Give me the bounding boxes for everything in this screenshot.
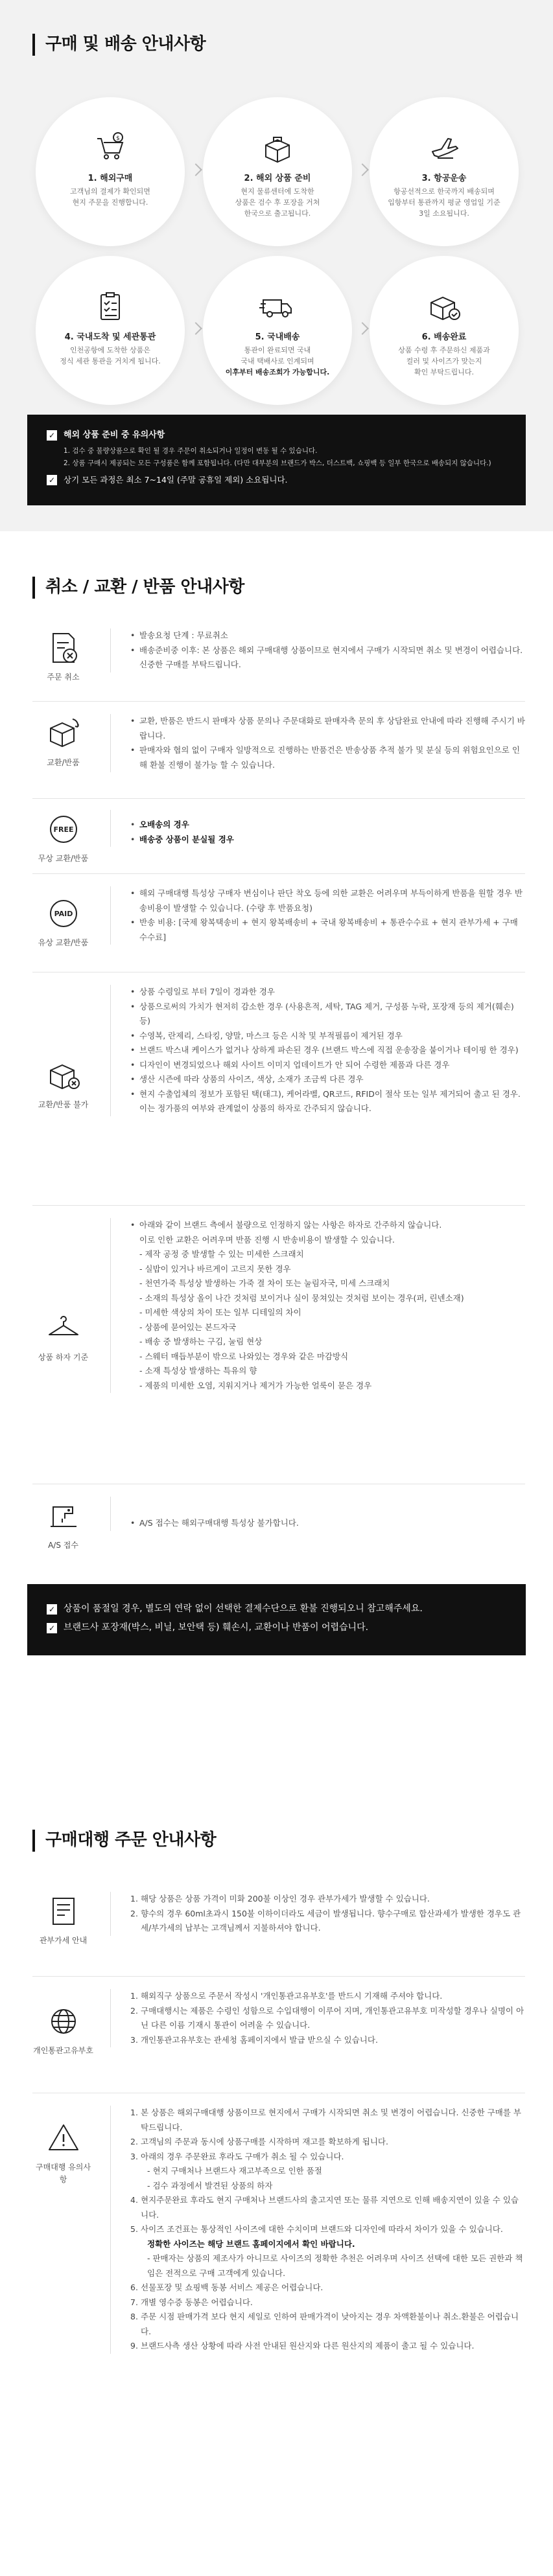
- step-delivery-complete: [370, 256, 519, 405]
- row-content: [110, 810, 525, 847]
- row-label: 무상 교환/반품: [38, 854, 89, 863]
- check-icon: ✓: [47, 430, 57, 441]
- list-item: [130, 1262, 525, 1277]
- item-text: A/S 접수는 해외구매대행 특성상 불가합니다.: [139, 1518, 299, 1528]
- divider: [32, 1205, 525, 1206]
- step-desc: [203, 186, 352, 219]
- purchase-shipping-section: [0, 0, 553, 531]
- chevron-right-icon: [189, 322, 202, 335]
- list-item: [130, 1291, 525, 1306]
- agency-row-cautions: [32, 2106, 525, 2507]
- check-icon: ✓: [47, 1604, 57, 1615]
- row-label-block: [32, 1497, 94, 1552]
- row-content: [110, 985, 525, 1116]
- divider: [32, 1976, 525, 1977]
- notice-head-text: 해외 상품 준비 중 유의사항: [64, 430, 165, 440]
- steps-row-1: [36, 97, 519, 246]
- truck-icon: [259, 288, 296, 325]
- policy-row-exchange-return: [32, 714, 525, 785]
- item-text: 고객님의 주문과 동시에 상품구매를 시작하며 재고를 확보하게 됩니다.: [141, 2137, 388, 2146]
- row-label: 유상 교환/반품: [38, 938, 89, 947]
- list-item: [130, 1000, 525, 1029]
- list-item: [130, 2310, 525, 2339]
- item-text: 판매자와 협의 없이 구매자 일방적으로 진행하는 반품건은 반송상품 추적 불가 및 분실 등의 위험요인으로 인해 환불 진행이 불가능 할 수 있습니다.: [139, 745, 520, 770]
- step-desc-line: 3일 소요됩니다.: [419, 209, 469, 218]
- item-text: 아래의 경우 주문완료 후라도 구매가 취소 될 수 있습니다.: [141, 2151, 344, 2161]
- check-icon: ✓: [47, 1623, 57, 1633]
- list-item: [130, 2004, 525, 2033]
- item-text: 향수의 경우 60ml초과시 150불 이하이더라도 세금이 발생됩니다. 향수구매로 합산과세가 발생한 경우도 관세/부가세의 납부는 고객님께서 지불하셔야 합니다.: [141, 1908, 521, 1933]
- list-item: [130, 1516, 525, 1531]
- step-title: 1. 해외구매: [88, 174, 133, 183]
- step-desc-line: 상품은 검수 후 포장을 거쳐: [235, 198, 320, 207]
- step-title: 4. 국내도착 및 세관통관: [64, 332, 156, 342]
- step-desc-line: 컬러 및 사이즈가 맞는지: [406, 356, 482, 365]
- row-label: 상품 하자 기준: [38, 1353, 89, 1362]
- step-desc-line: 확인 부탁드립니다.: [414, 367, 474, 376]
- list-item: [130, 743, 525, 772]
- row-content: [110, 886, 525, 945]
- list-item: [130, 1350, 525, 1364]
- list-item: [130, 2339, 525, 2354]
- list-item: [130, 1989, 525, 2004]
- step-desc-line: 인천공항에 도착한 상품은: [70, 345, 150, 354]
- list-item: [130, 915, 525, 945]
- list-item: [130, 2164, 525, 2179]
- item-text: 브랜드사측 생산 상황에 따라 사전 안내된 원산지와 다른 원산지의 제품이 출고 될 수 있습니다.: [141, 2341, 475, 2351]
- item-text: - 천연가죽 특성상 발생하는 가죽 결 차이 또는 눌림자국, 미세 스크래치: [139, 1278, 390, 1288]
- divider: [32, 701, 525, 702]
- item-text: 디자인이 변경되었으나 해외 사이트 이미지 업데이트가 안 되어 수령한 제품과 다른 경우: [139, 1059, 450, 1070]
- list-item: [130, 2295, 525, 2310]
- item-text: - 미세한 색상의 차이 또는 일부 디테일의 차이: [139, 1307, 301, 1317]
- list-item: [130, 643, 525, 673]
- item-text: 정확한 사이즈는 해당 브랜드 홈페이지에서 확인 바랍니다.: [147, 2238, 355, 2249]
- step-desc-line: 정식 세관 통관을 거치게 됩니다.: [60, 356, 161, 365]
- step-title: 2. 해외 상품 준비: [244, 174, 311, 183]
- list-item: [130, 1892, 525, 1907]
- step-desc-line: 고객님의 결제가 확인되면: [70, 187, 150, 196]
- step-desc-line: 상품 수령 후 주문하신 제품과: [398, 345, 490, 354]
- cancel-exchange-return-section: [0, 531, 553, 1801]
- agency-row-customs-code: [32, 1989, 525, 2080]
- list-item: [130, 818, 525, 833]
- list-item: [130, 1907, 525, 1936]
- step-customs: [36, 256, 185, 405]
- clipboard-icon: [92, 288, 128, 325]
- divider: [32, 798, 525, 799]
- row-label-block: [32, 894, 94, 949]
- refund-notice-box: [27, 1584, 526, 1655]
- step-desc: [370, 186, 519, 219]
- chevron-right-icon: [189, 163, 202, 176]
- chevron-right-icon: [356, 322, 369, 335]
- list-item: [130, 1379, 525, 1394]
- step-desc-line: 항공선적으로 한국까지 배송되며: [394, 187, 495, 196]
- sewing-machine-icon: [44, 1497, 83, 1535]
- policy-row-paid: [32, 886, 525, 958]
- step-desc-line: 입항부터 통관까지 평균 영업일 기준: [388, 198, 500, 207]
- row-label: 교환/반품: [47, 758, 80, 767]
- row-label-block: [32, 2119, 94, 2186]
- item-text: 개인통관고유부호는 관세청 홈페이지에서 발급 받으실 수 있습니다.: [141, 2034, 378, 2045]
- item-text: 브랜드 박스내 케이스가 없거나 상하게 파손된 경우 (브랜드 박스에 직접 운송장을 붙이거나 테이핑 한 경우): [139, 1045, 519, 1055]
- item-text: 반송 비용: [국제 왕복택송비 + 현지 왕복배송비 + 국내 왕복배송비 + 통관수수료 + 현지 관부가세 + 구매 수수료]: [139, 917, 518, 942]
- list-item: [130, 2179, 525, 2194]
- item-text: 현지주문완료 후라도 현지 구매처나 브랜드사의 출고지연 또는 물류 지연으로 인해 배송지연이 있을 수 있습니다.: [141, 2195, 519, 2220]
- item-text: 현지 수출업체의 정보가 포함된 택(태그), 케어라벨, QR코드, RFID이 절삭 또는 일부 제거되어 출고 된 경우. 이는 정가품의 여부와 관계없이 상품의 하자로 간주되지 않습니다.: [139, 1088, 521, 1113]
- tax-doc-icon: [44, 1892, 83, 1931]
- list-item: [130, 1320, 525, 1335]
- item-text: 사이즈 조건표는 통상적인 사이즈에 대한 수치이며 브랜드와 디자인에 따라서 차이가 있을 수 있습니다.: [141, 2224, 503, 2234]
- item-text: 구매대행시는 제품은 수령인 성함으로 수입대행이 이루어 지며, 개인통관고유부호 미작성할 경우나 실명이 아닌 다른 이름 기재시 통관이 어려울 수 있습니다.: [141, 2005, 524, 2030]
- notice-line: [47, 1600, 506, 1618]
- step-desc: [36, 345, 185, 367]
- list-item: [130, 833, 525, 847]
- free-badge-icon: [44, 810, 83, 849]
- item-text: - 판매자는 상품의 제조사가 아니므로 사이즈의 정확한 추천은 어려우며 사이즈 선택에 대한 모든 권한과 책임은 전적으로 구매 고객에게 있습니다.: [147, 2253, 523, 2278]
- list-item: [130, 985, 525, 1000]
- divider: [32, 873, 525, 874]
- box-icon: [259, 130, 296, 166]
- step-desc-line: 현지 물류센터에 도착한: [241, 187, 314, 196]
- item-text: 주문 시점 판매가격 보다 현지 세일로 인하여 판매가격이 낮아지는 경우 차액환불이나 취소.환불은 어렵습니다.: [141, 2312, 519, 2336]
- item-text: - 실밥이 있거나 바르게이 고르지 못한 경우: [139, 1263, 291, 1274]
- item-text: - 상품에 묻어있는 본드자국: [139, 1322, 237, 1332]
- step-desc-line: 통관이 완료되면 국내: [244, 345, 311, 354]
- item-text: - 소재 특성상 발생하는 특유의 향: [139, 1366, 257, 1375]
- item-text: 선물포장 및 쇼핑백 동봉 서비스 제공은 어렵습니다.: [141, 2283, 324, 2292]
- item-text: 해외 구매대행 특성상 구매자 변심이나 판단 착오 등에 의한 교환은 어려우며 부득이하게 반품을 원할 경우 반송비용이 발생할 수 있습니다. (수량 후 반품요청): [139, 888, 523, 913]
- warning-icon: [44, 2119, 83, 2157]
- row-label: 구매대행 유의사항: [36, 2163, 91, 2185]
- policy-row-defect-criteria: [32, 1218, 525, 1464]
- list-item: [130, 714, 525, 743]
- step-desc-line: 현지 주문을 진행합니다.: [72, 198, 148, 207]
- section-title-purchase-agency: [0, 1827, 248, 1854]
- check-icon: ✓: [47, 475, 57, 485]
- item-text: 본 상품은 해외구매대행 상품이므로 현지에서 구매가 시작되면 취소 및 변경이 어렵습니다. 신중한 구매를 부탁드립니다.: [141, 2108, 521, 2132]
- step-air-transport: [370, 97, 519, 246]
- list-item: [130, 2281, 525, 2295]
- box-check-icon: [426, 288, 462, 325]
- svg-text:$: $: [116, 135, 120, 142]
- list-item: [130, 2222, 525, 2237]
- item-text: 아래와 같이 브랜드 측에서 불량으로 인정하지 않는 사항은 하자로 간주하지 않습니다.: [139, 1220, 442, 1230]
- section-title: 구매대행 주문 안내사항: [45, 1830, 217, 1850]
- list-item: [130, 1043, 525, 1058]
- box-exchange-icon: [44, 714, 83, 753]
- list-item: [130, 2033, 525, 2048]
- item-text: - 제품의 미세한 오염, 지워지거나 제거가 가능한 얼룩이 묻은 경우: [139, 1380, 372, 1390]
- item-text: - 배송 중 발생하는 구김, 눌림 현상: [139, 1337, 263, 1346]
- list-item: [130, 1335, 525, 1350]
- row-content: [110, 2106, 525, 2354]
- item-text: - 검수 과정에서 발견된 상품의 하자: [147, 2180, 273, 2191]
- item-text: 해외직구 상품으로 주문서 작성시 '개인통관고유부호'를 반드시 기재해 주셔야 합니다.: [141, 1991, 443, 2001]
- item-text: - 소재의 특성상 올이 나간 것처럼 보이거나 실이 뭉쳐있는 것처럼 보이는 경우(퍼, 린넨소재): [139, 1293, 464, 1303]
- list-item: [130, 2193, 525, 2222]
- list-item: [130, 1364, 525, 1379]
- list-item: [130, 2150, 525, 2165]
- section-title: 취소 / 교환 / 반품 안내사항: [45, 577, 244, 597]
- policy-row-as: [32, 1497, 525, 1555]
- purchase-agency-section: [0, 1801, 553, 2576]
- row-label-block: [32, 1309, 94, 1364]
- list-item: [130, 2106, 525, 2135]
- item-text: - 제작 공정 중 발생할 수 있는 미세한 스크래치: [139, 1249, 304, 1259]
- list-item: [130, 1305, 525, 1320]
- item-text: 생산 시즌에 따라 상품의 사이즈, 색상, 소재가 조금씩 다른 경우: [139, 1074, 364, 1084]
- step-overseas-purchase: [36, 97, 185, 246]
- title-bar: [32, 34, 35, 56]
- row-label: 교환/반품 불가: [38, 1100, 89, 1109]
- step-product-prep: [203, 97, 352, 246]
- section-title-cancel-exchange: [0, 574, 277, 601]
- step-desc: [370, 345, 519, 378]
- policy-row-not-allowed: [32, 985, 525, 1192]
- list-item: [130, 1072, 525, 1087]
- step-title: 3. 항공운송: [421, 174, 467, 183]
- row-content: [110, 1218, 525, 1393]
- policy-row-cancel: [32, 628, 525, 690]
- step-desc-line: 국내 택배사로 인계되며: [241, 356, 314, 365]
- list-item: [130, 1247, 525, 1262]
- globe-icon: [44, 2002, 83, 2041]
- list-item: [130, 1276, 525, 1291]
- item-text: 이로 인한 교환은 어려우며 반품 진행 시 반송비용이 발생할 수 있습니다.: [139, 1234, 395, 1245]
- list-item: [130, 1058, 525, 1073]
- steps-row-2: [36, 256, 519, 405]
- row-label-block: [32, 2002, 94, 2057]
- cancel-doc-icon: [44, 628, 83, 667]
- airplane-icon: [426, 130, 462, 166]
- title-bar: [32, 577, 35, 599]
- agency-row-tax: [32, 1892, 525, 1963]
- list-item: [130, 1029, 525, 1044]
- item-text: 배송준비중 이후: 본 상품은 해외 구매대행 상품이므로 현지에서 구매가 시작되면 취소 및 변경이 어렵습니다. 신중한 구매를 부탁드립니다.: [139, 645, 523, 669]
- hanger-icon: [44, 1309, 83, 1348]
- box-x-icon: [44, 1056, 83, 1095]
- item-text: 발송요청 단계 : 무료취소: [139, 630, 228, 640]
- row-content: [110, 1892, 525, 1936]
- notice-foot-text: 상기 모든 과정은 최소 7~14일 (주말 공휴일 제외) 소요됩니다.: [64, 474, 288, 485]
- item-text: 배송중 상품이 분실될 경우: [139, 834, 234, 844]
- row-label: 개인통관고유부호: [33, 2046, 93, 2055]
- row-label-block: [32, 714, 94, 769]
- notice-line: [47, 1618, 506, 1637]
- item-text: 해당 상품은 상품 가격이 미화 200불 이상인 경우 관부가세가 발생할 수 있습니다.: [141, 1894, 430, 1903]
- step-desc-line: 이후부터 배송조회가 가능합니다.: [225, 367, 330, 376]
- notice-line: 2. 상품 구매시 제공되는 모든 구성품은 함께 포함됩니다. (다만 대부분의 브랜드가 박스, 더스트백, 쇼핑백 등 일부 한국으로 배송되지 않습니다.): [64, 459, 491, 467]
- row-label: A/S 접수: [48, 1541, 78, 1550]
- item-text: - 스웨터 매듭부분이 밖으로 나와있는 경우와 같은 마감방식: [139, 1351, 349, 1361]
- step-desc-line: 한국으로 출고됩니다.: [244, 209, 311, 218]
- list-item: [130, 886, 525, 915]
- item-text: 상품으로써의 가치가 현저히 감소한 경우 (사용흔적, 세탁, TAG 제거, 구성품 누락, 포장재 등의 제거(훼손) 등): [139, 1001, 514, 1026]
- list-item: [130, 2237, 525, 2252]
- step-desc: [36, 186, 185, 208]
- item-text: - 현지 구매처나 브랜드사 재고부족으로 인한 품절: [147, 2166, 322, 2176]
- row-content: [110, 714, 525, 772]
- row-label: 관부가세 안내: [39, 1936, 88, 1945]
- row-content: [110, 628, 525, 673]
- cart-icon: [92, 130, 128, 166]
- step-title: 5. 국내배송: [255, 332, 300, 342]
- page-title: 구매 및 배송 안내사항: [45, 34, 206, 54]
- step-title: 6. 배송완료: [421, 332, 467, 342]
- item-text: 교환, 반품은 반드시 판매자 상품 문의나 주문대화로 판매자측 문의 후 상담완료 안내에 따라 진행해 주시기 바랍니다.: [139, 716, 525, 741]
- row-label-block: [32, 628, 94, 684]
- list-item: [130, 1233, 525, 1248]
- row-content: [110, 1497, 525, 1531]
- item-text: 상품 수령일로 부터 7일이 경과한 경우: [139, 987, 275, 996]
- paid-badge-icon: [44, 894, 83, 933]
- item-text: 개별 영수증 동봉은 어렵습니다.: [141, 2297, 253, 2307]
- notice-foot: [47, 474, 506, 487]
- notice-text: 상품이 품절일 경우, 별도의 연락 없이 선택한 결제수단으로 환불 진행되오니 참고해주세요.: [64, 1604, 423, 1614]
- list-item: [130, 2251, 525, 2281]
- row-label-block: [32, 1892, 94, 1947]
- notice-text: 브랜드사 포장재(박스, 비닐, 보안택 등) 훼손시, 교환이나 반품이 어렵습니다.: [64, 1622, 369, 1633]
- item-text: 수영복, 란제리, 스타킹, 양말, 마스크 등은 시착 및 부적필름이 제거된 경우: [139, 1030, 403, 1041]
- list-item: [130, 2135, 525, 2150]
- svg-text:FREE: FREE: [53, 825, 74, 834]
- notice-line: 1. 검수 중 불량상품으로 확인 될 경우 주문이 취소되거나 일정이 변동 될 수 있습니다.: [64, 446, 318, 455]
- row-content: [110, 1989, 525, 2047]
- list-item: [130, 1218, 525, 1233]
- notice-head: [47, 429, 506, 443]
- row-label: 주문 취소: [47, 673, 80, 682]
- item-text: 오배송의 경우: [139, 820, 189, 829]
- row-label-block: [32, 810, 94, 865]
- list-item: [130, 628, 525, 643]
- title-bar: [32, 1830, 35, 1852]
- policy-row-free: [32, 810, 525, 862]
- svg-text:PAID: PAID: [54, 910, 73, 918]
- row-label-block: [32, 1056, 94, 1111]
- step-domestic-delivery: [203, 256, 352, 405]
- chevron-right-icon: [356, 163, 369, 176]
- list-item: [130, 1087, 525, 1116]
- step-desc: [203, 345, 352, 378]
- shipping-notice-box: [27, 415, 526, 505]
- section-title-purchase-shipping: [0, 31, 238, 58]
